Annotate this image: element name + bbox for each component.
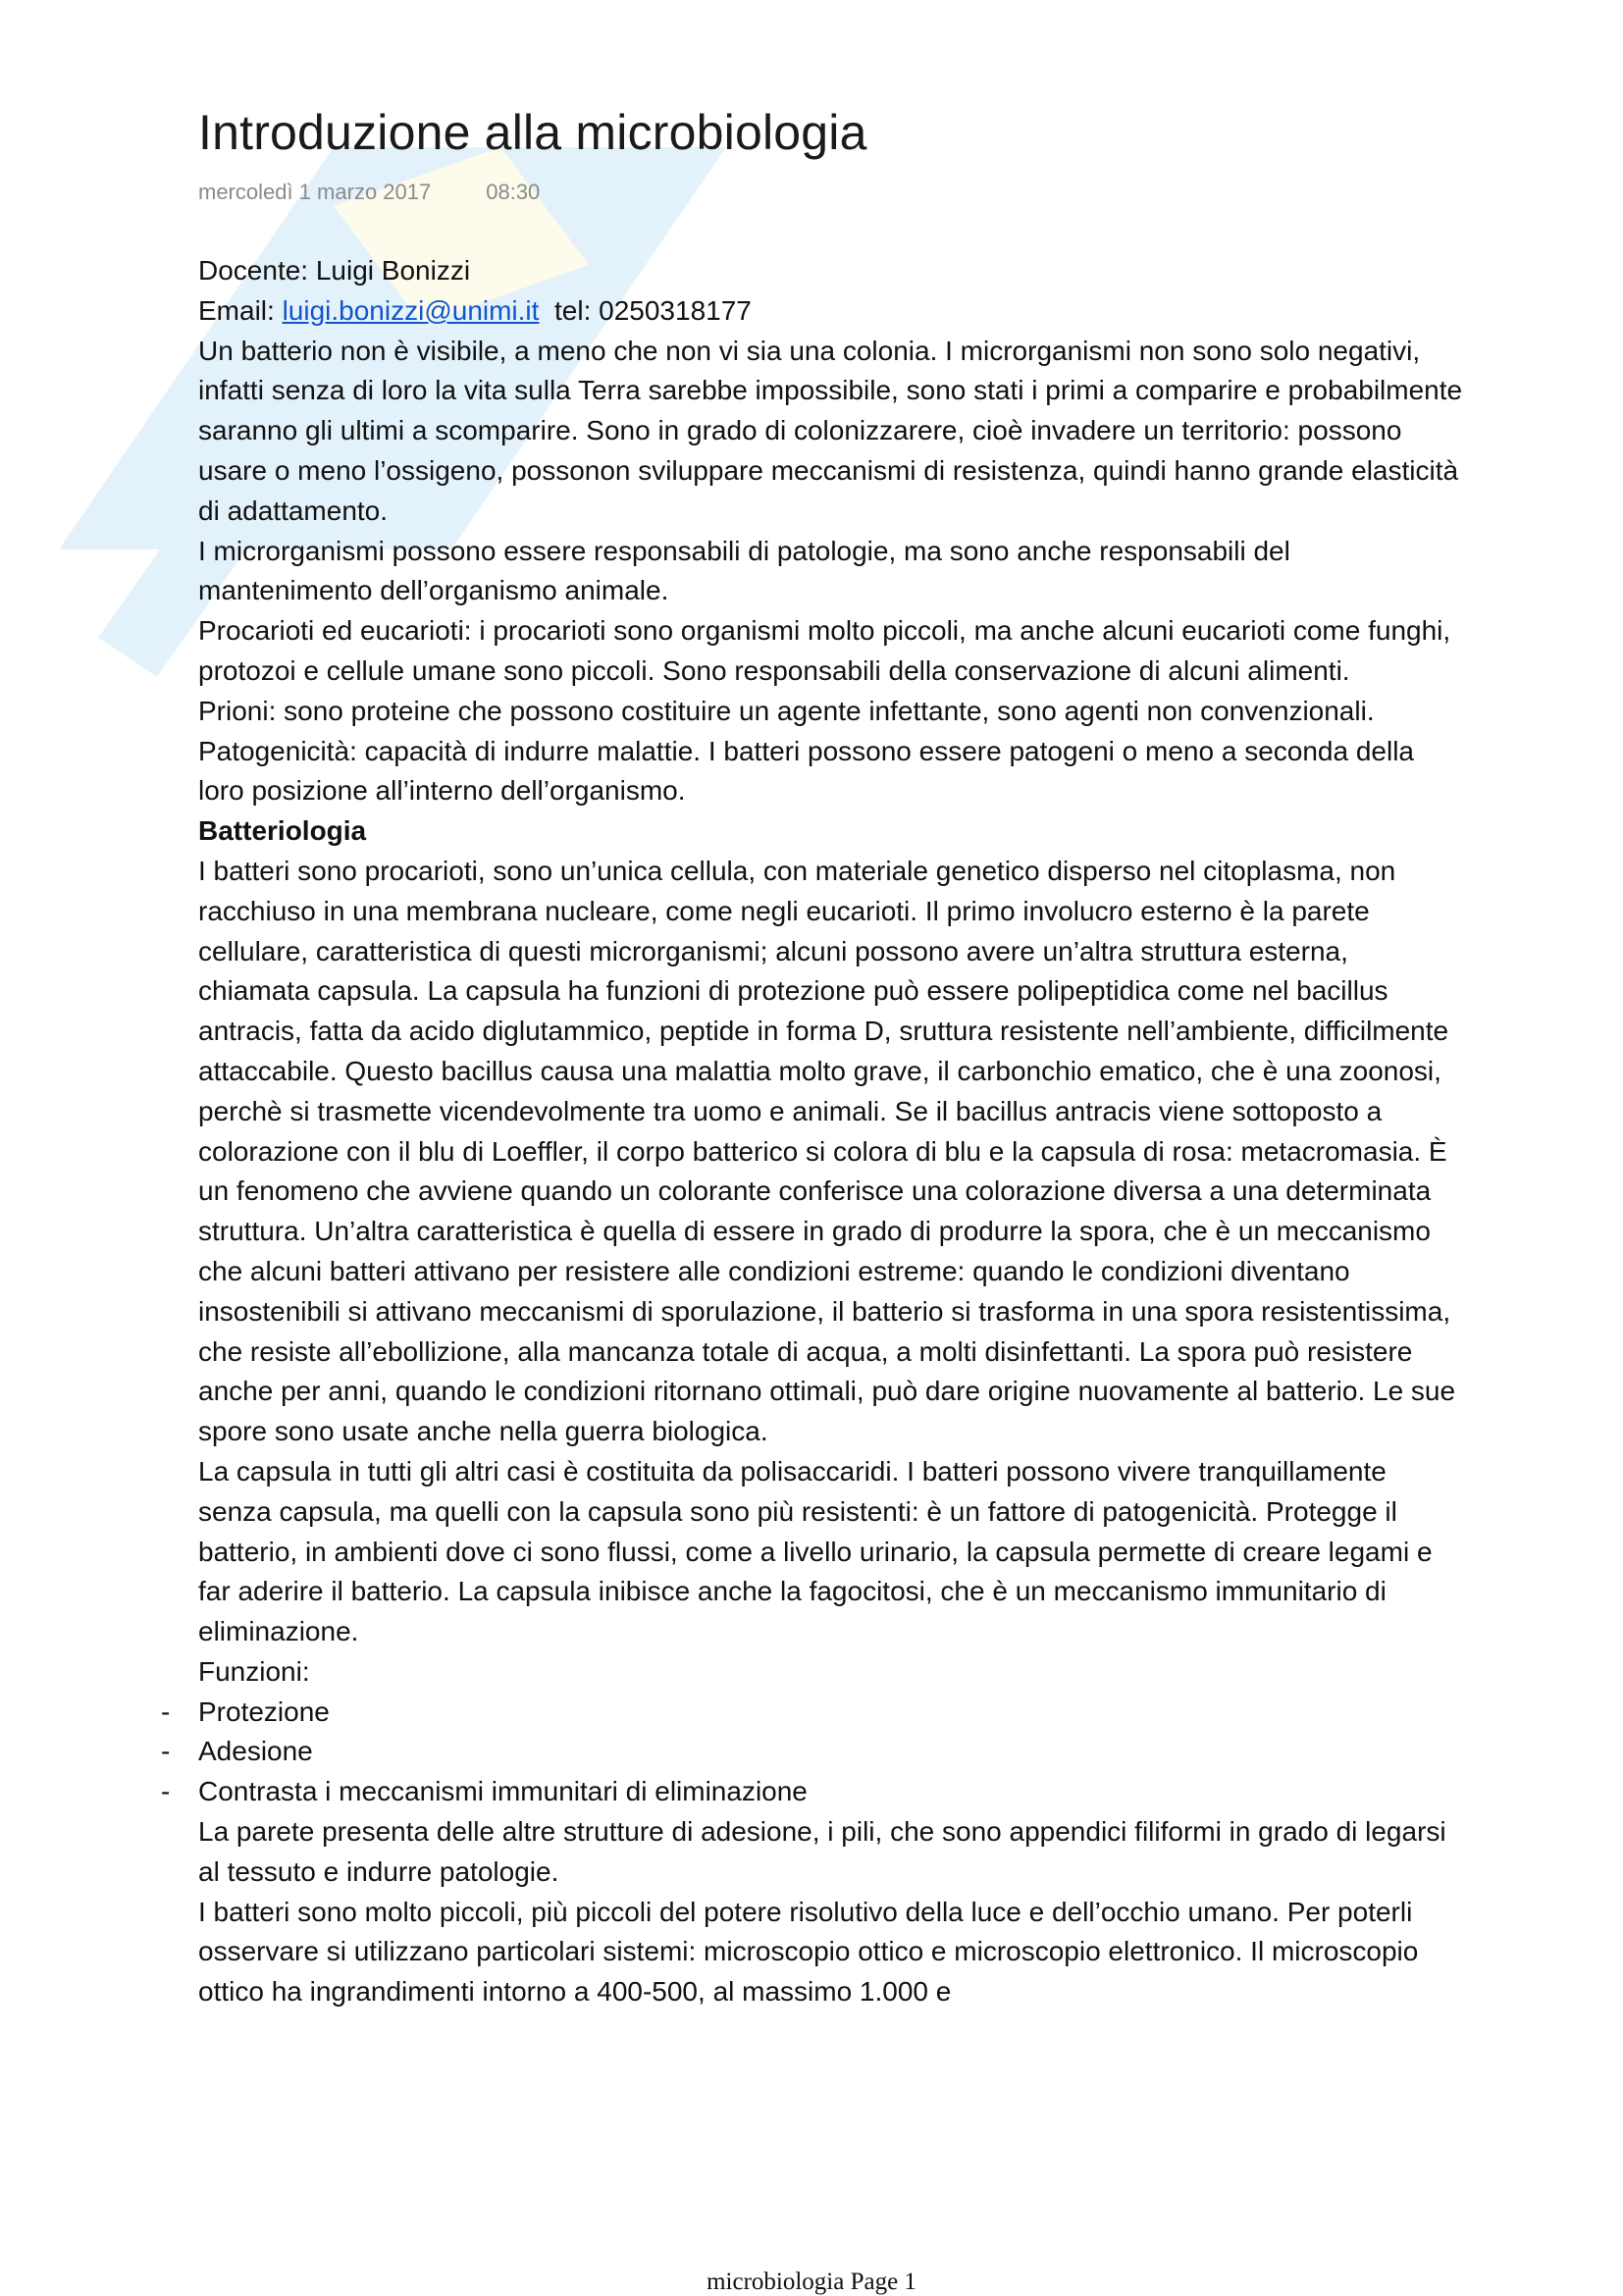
bullet-dash: -	[161, 1696, 171, 1727]
paragraph: Patogenicità: capacità di indurre malattie. I batteri possono essere patogeni o meno a seconda della loro posizione all’interno dell’organismo.	[198, 735, 1414, 807]
paragraph: La parete presenta delle altre strutture di adesione, i pili, che sono appendici filiformi in grado di legarsi al tessuto e indurre patologie.	[198, 1816, 1446, 1887]
note-time: 08:30	[486, 180, 541, 204]
list-item	[161, 1693, 1464, 1733]
section-heading-batteriologia: Batteriologia	[198, 815, 367, 847]
list-item-text: Protezione	[198, 1696, 330, 1727]
email-line	[198, 291, 1464, 332]
list-item-text: Adesione	[198, 1736, 313, 1767]
paragraph: Un batterio non è visibile, a meno che non vi sia una colonia. I microrganismi non sono solo negativi, infatti senza di loro la vita sulla Terra sarebbe impossibile, sono stati i primi a comparire e probabilmente saranno gli ultimi a scomparire. Sono in grado di colonizzarere, cioè invadere un territorio: possono usare o meno l’ossigeno, possonon sviluppare meccanismi di resistenza, quindi hanno grande elasticità di adattamento.	[198, 335, 1463, 526]
document-page	[161, 98, 1464, 2012]
functions-label: Funzioni:	[198, 1655, 310, 1687]
bullet-dash: -	[161, 1776, 171, 1807]
email-label: Email:	[198, 294, 283, 326]
note-metadata	[198, 173, 1464, 212]
paragraph: I batteri sono procarioti, sono un’unica cellula, con materiale genetico disperso nel citoplasma, non racchiuso in una membrana nucleare, come negli eucarioti. Il primo involucro esterno è la parete cellulare, caratteristica di questi microrganismi; alcuni possono avere un’altra struttura esterna, chiamata capsula. La capsula ha funzioni di protezione può essere polipeptidica come nel bacillus antracis, fatta da acido diglutammico, peptide in forma D, sruttura resistente nell’ambiente, difficilmente attaccabile. Questo bacillus causa una malattia molto grave, il carbonchio ematico, che è una zoonosi, perchè si trasmette vicendevolmente tra uomo e animali. Se il bacillus antracis viene sottoposto a colorazione con il blu di Loeffler, il corpo batterico si colora di blu e la capsula di rosa: metacromasia. È un fenomeno che avviene quando un colorante conferisce una colorazione diversa a una determinata struttura. Un’altra caratteristica è quella di essere in grado di produrre la spora, che è un meccanismo che alcuni batteri attivano per resistere alle condizioni estreme: quando le condizioni diventano insostenibili si attivano meccanismi di sporulazione, il batterio si trasforma in una spora resistentissima, che resiste all’ebollizione, alla mancanza totale di acqua, a molti disinfettanti. La spora può resistere anche per anni, quando le condizioni ritornano ottimali, può dare origine nuovamente al batterio. Le sue spore sono usate anche nella guerra biologica.	[198, 855, 1456, 1447]
page-title: Introduzione alla microbiologia	[198, 105, 867, 160]
page-footer: microbiologia Page 1	[707, 2269, 916, 2295]
paragraph: I batteri sono molto piccoli, più piccoli del potere risolutivo della luce e dell’occhio umano. Per poterli osservare si utilizzano particolari sistemi: microscopio ottico e microscopio elettronico. Il microscopio ottico ha ingrandimenti intorno a 400-500, al massimo 1.000 e	[198, 1896, 1419, 2008]
tel-text: tel: 0250318177	[554, 294, 752, 326]
paragraph: Prioni: sono proteine che possono costituire un agente infettante, sono agenti non convenzionali.	[198, 695, 1375, 726]
bullet-dash: -	[161, 1736, 171, 1767]
paragraph: Procarioti ed eucarioti: i procarioti sono organismi molto piccoli, ma anche alcuni eucarioti come funghi, protozoi e cellule umane sono piccoli. Sono responsabili della conservazione di alcuni alimenti.	[198, 615, 1451, 686]
docente-line: Docente: Luigi Bonizzi	[198, 255, 471, 286]
note-body	[161, 251, 1464, 2012]
note-date: mercoledì 1 marzo 2017	[198, 180, 432, 204]
list-item	[161, 1772, 1464, 1812]
paragraph: I microrganismi possono essere responsabili di patologie, ma sono anche responsabili del mantenimento dell’organismo animale.	[198, 535, 1290, 606]
list-item-text: Contrasta i meccanismi immunitari di eliminazione	[198, 1776, 808, 1807]
paragraph: La capsula in tutti gli altri casi è costituita da polisaccaridi. I batteri possono vivere tranquillamente senza capsula, ma quelli con la capsula sono più resistenti: è un fattore di patogenicità. Protegge il batterio, in ambienti dove ci sono flussi, come a livello urinario, la capsula permette di creare legami e far aderire il batterio. La capsula inibisce anche la fagocitosi, che è un meccanismo immunitario di eliminazione.	[198, 1455, 1433, 1647]
email-link[interactable]: luigi.bonizzi@unimi.it	[282, 294, 540, 326]
list-item	[161, 1732, 1464, 1772]
